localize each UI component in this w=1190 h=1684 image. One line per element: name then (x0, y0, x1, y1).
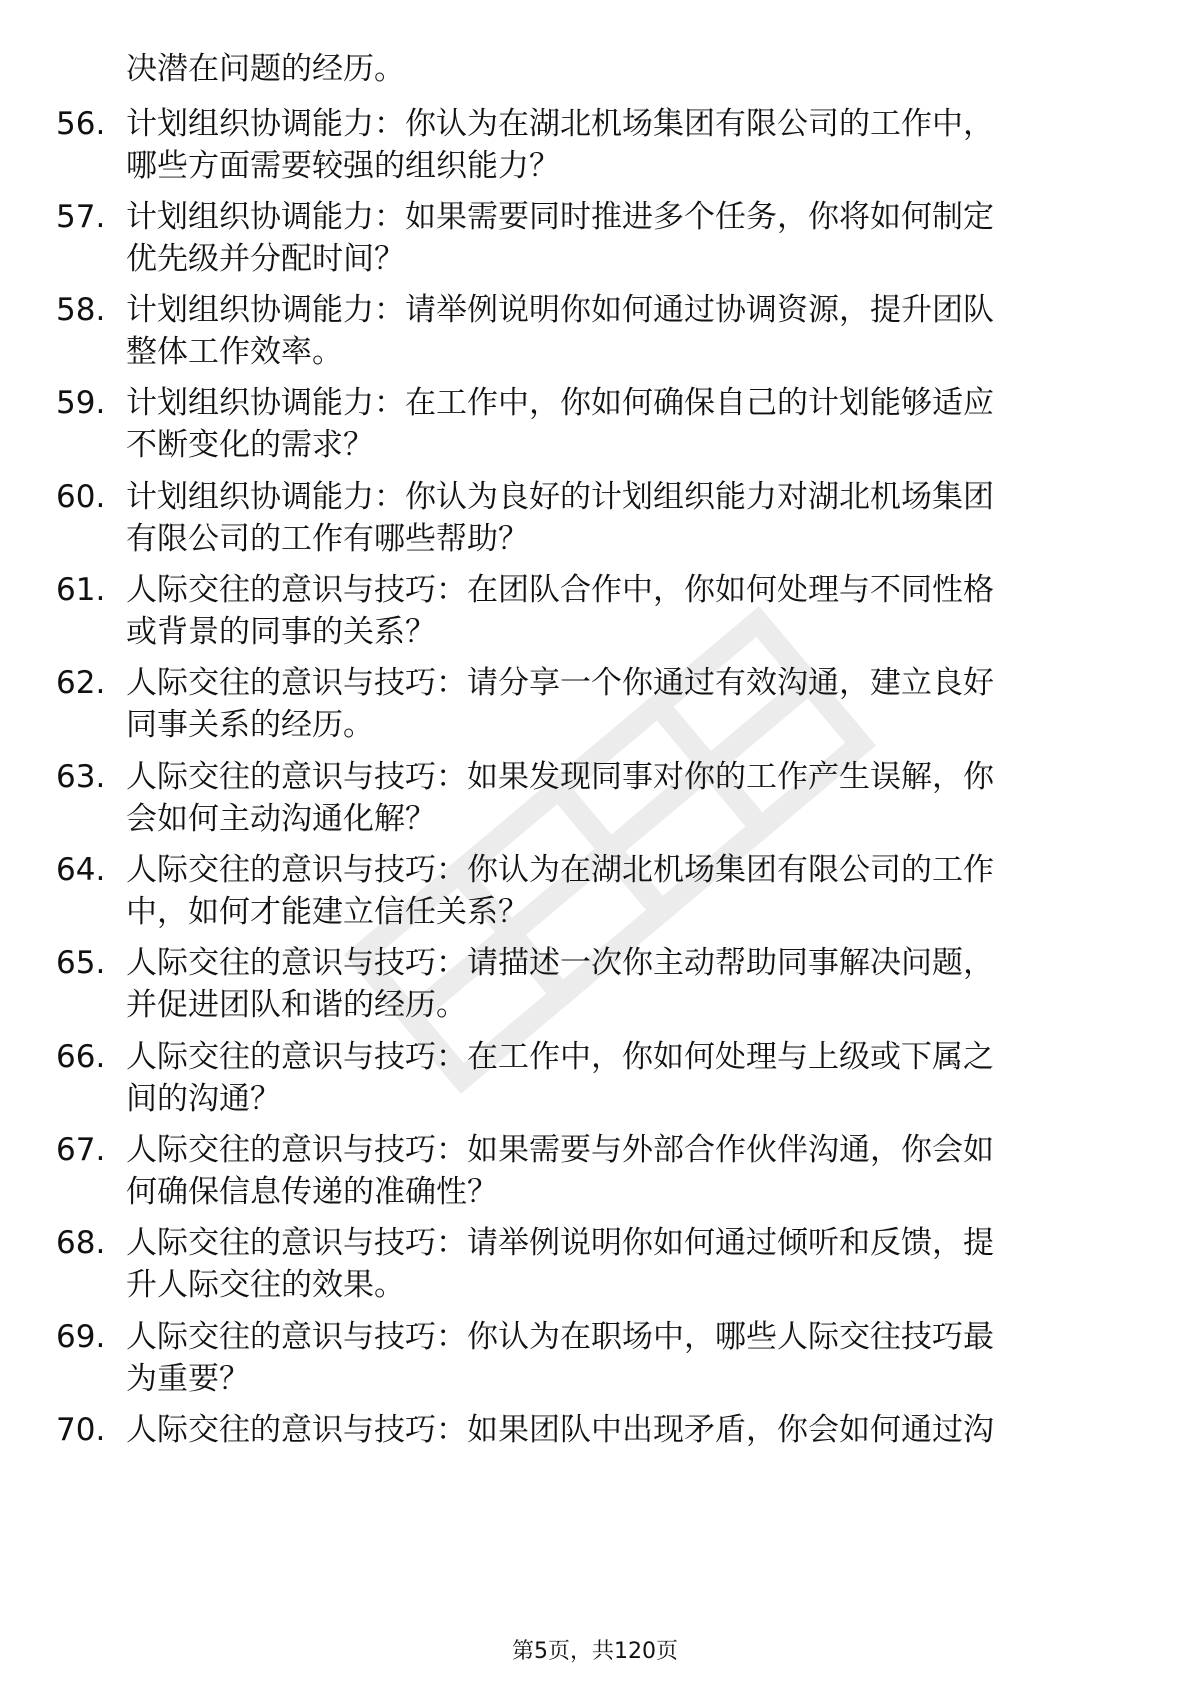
question-item (56, 289, 1116, 373)
question-item (56, 1036, 1116, 1120)
question-text: 计划组织协调能力：在工作中，你如何确保自己的计划能够适应 不断变化的需求？ (126, 385, 994, 463)
question-number: 58. (56, 292, 106, 328)
question-text: 人际交往的意识与技巧：你认为在湖北机场集团有限公司的工作 中，如何才能建立信任关系？ (126, 852, 994, 930)
question-text: 计划组织协调能力：你认为在湖北机场集团有限公司的工作中， 哪些方面需要较强的组织能力？ (126, 106, 994, 184)
question-text: 人际交往的意识与技巧：在团队合作中，你如何处理与不同性格 或背景的同事的关系？ (126, 572, 994, 650)
question-number: 64. (56, 852, 106, 888)
question-item (56, 1129, 1116, 1213)
question-item (56, 476, 1116, 560)
question-text: 计划组织协调能力：如果需要同时推进多个任务，你将如何制定 优先级并分配时间？ (126, 199, 994, 277)
question-number: 60. (56, 479, 106, 515)
page-footer: 第5页，共120页 (512, 1639, 678, 1664)
question-item (56, 382, 1116, 466)
question-text: 人际交往的意识与技巧：如果发现同事对你的工作产生误解，你 会如何主动沟通化解？ (126, 759, 994, 837)
question-text: 人际交往的意识与技巧：在工作中，你如何处理与上级或下属之 间的沟通？ (126, 1039, 994, 1117)
question-number: 68. (56, 1225, 106, 1261)
question-text: 人际交往的意识与技巧：如果需要与外部合作伙伴沟通，你会如 何确保信息传递的准确性？ (126, 1132, 994, 1210)
question-item (56, 196, 1116, 280)
question-number: 61. (56, 572, 106, 608)
question-item (56, 662, 1116, 746)
question-text: 计划组织协调能力：你认为良好的计划组织能力对湖北机场集团 有限公司的工作有哪些帮助？ (126, 479, 994, 557)
question-number: 65. (56, 945, 106, 981)
question-number: 56. (56, 106, 106, 142)
question-item (56, 103, 1116, 187)
question-number: 62. (56, 665, 106, 701)
question-number: 70. (56, 1412, 106, 1448)
question-text: 人际交往的意识与技巧：你认为在职场中，哪些人际交往技巧最 为重要？ (126, 1319, 994, 1397)
question-text: 计划组织协调能力：请举例说明你如何通过协调资源，提升团队 整体工作效率。 (126, 292, 994, 370)
question-item (56, 849, 1116, 933)
question-number: 59. (56, 385, 106, 421)
continued-text: 决潜在问题的经历。 (126, 51, 405, 87)
question-text: 人际交往的意识与技巧：请分享一个你通过有效沟通，建立良好 同事关系的经历。 (126, 665, 994, 743)
question-item (56, 569, 1116, 653)
question-item (56, 1316, 1116, 1400)
question-item (56, 1222, 1116, 1306)
question-text: 人际交往的意识与技巧：如果团队中出现矛盾，你会如何通过沟 (126, 1412, 994, 1448)
question-number: 63. (56, 759, 106, 795)
question-number: 66. (56, 1039, 106, 1075)
question-number: 69. (56, 1319, 106, 1355)
question-number: 67. (56, 1132, 106, 1168)
question-item (56, 756, 1116, 840)
question-number: 57. (56, 199, 106, 235)
question-text: 人际交往的意识与技巧：请描述一次你主动帮助同事解决问题， 并促进团队和谐的经历。 (126, 945, 994, 1023)
question-item (56, 1409, 1116, 1493)
question-text: 人际交往的意识与技巧：请举例说明你如何通过倾听和反馈，提 升人际交往的效果。 (126, 1225, 994, 1303)
question-item (56, 942, 1116, 1026)
